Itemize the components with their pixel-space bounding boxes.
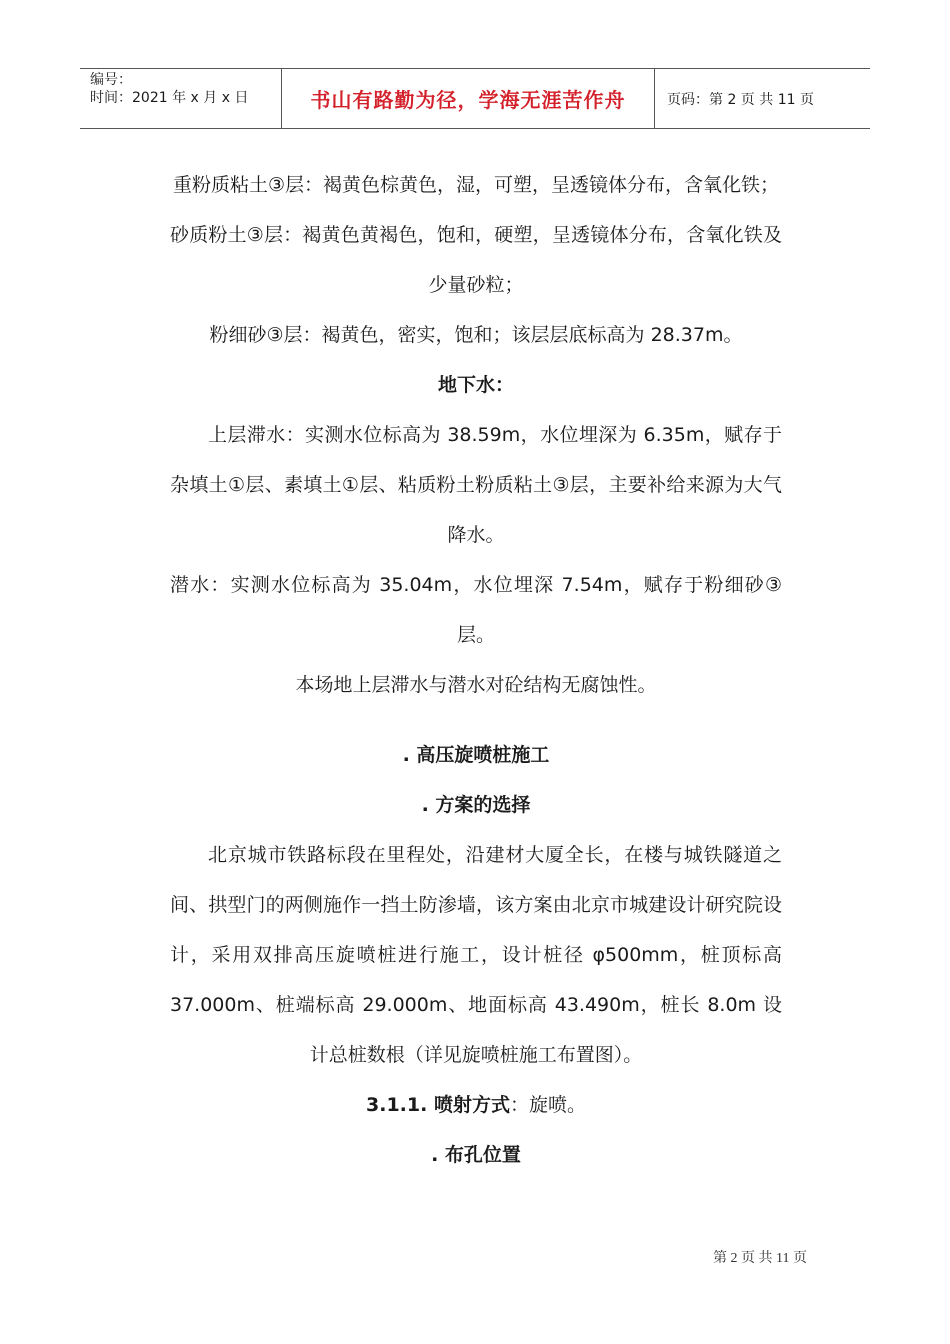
heading-scheme-selection: . 方案的选择 bbox=[421, 794, 531, 816]
document-time-label: 时间：2021 年 x 月 x 日 bbox=[90, 90, 249, 106]
heading-jet-grouting: . 高压旋喷桩施工 bbox=[402, 744, 550, 766]
paragraph-spray-method bbox=[170, 1080, 782, 1130]
header-meta-cell bbox=[80, 69, 282, 128]
spray-method-value: ：旋喷。 bbox=[509, 1094, 586, 1116]
paragraph-sand-layer: 粉细砂③层：褐黄色，密实，饱和；该层层底标高为 28.37m。 bbox=[209, 324, 743, 346]
heading-groundwater: 地下水： bbox=[437, 374, 514, 396]
header-page-label: 页码：第 2 页 共 11 页 bbox=[667, 91, 814, 108]
document-number-label: 编号： bbox=[90, 72, 132, 88]
paragraph-clay-layer: 重粉质粘土③层：褐黄色棕黄色，湿，可塑，呈透镜体分布，含氧化铁； bbox=[172, 174, 780, 196]
spray-method-heading: 3.1.1. 喷射方式 bbox=[366, 1094, 510, 1116]
paragraph-silt-layer: 砂质粉土③层：褐黄色黄褐色，饱和，硬塑，呈透镜体分布，含氧化铁及少量砂粒； bbox=[170, 224, 782, 296]
paragraph-scheme-description: 北京城市铁路标段在里程处，沿建材大厦全长，在楼与城铁隧道之间、拱型门的两侧施作一挡土防渗墙，该方案由北京市城建设计研究院设计，采用双排高压旋喷桩进行施工，设计桩径 φ500mm，桩顶标高 37.000m、桩端标高 29.000m、地面标高 43.490m，桩长 8.0m 设计总桩数根（详见旋喷桩施工布置图）。 bbox=[170, 844, 782, 1066]
footer-page-number: 第 2 页 共 11 页 bbox=[713, 1251, 807, 1266]
paragraph-perched-water: 上层滞水：实测水位标高为 38.59m，水位埋深为 6.35m，赋存于杂填土①层、素填土①层、粘质粉土粉质粘土③层，主要补给来源为大气降水。 bbox=[170, 424, 782, 546]
paragraph-phreatic-water: 潜水：实测水位标高为 35.04m，水位埋深 7.54m，赋存于粉细砂③层。 bbox=[170, 574, 782, 646]
header-table bbox=[80, 68, 870, 129]
paragraph-corrosion: 本场地上层滞水与潜水对砼结构无腐蚀性。 bbox=[295, 674, 657, 696]
heading-hole-layout: . 布孔位置 bbox=[431, 1144, 521, 1166]
header-motto: 书山有路勤为径，学海无涯苦作舟 bbox=[282, 69, 655, 128]
document-body bbox=[170, 160, 782, 1180]
